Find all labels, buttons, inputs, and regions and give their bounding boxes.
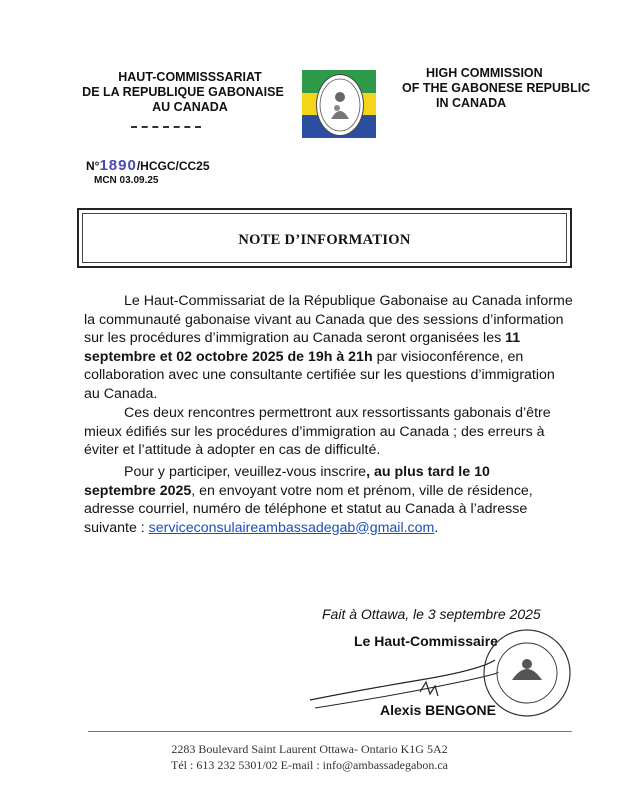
header-left-block [82,70,290,115]
ref-number-stamp: 1890 [99,157,137,174]
p3-line-1 [84,463,566,482]
p2-line-1: Ces deux rencontres permettront aux ressortissants gabonais d’être [124,405,551,421]
mcn-code: MCN 03.09.25 [94,175,159,186]
p3-line-4-end: . [434,519,439,536]
header-left-line-3: AU CANADA [152,100,228,114]
email-link[interactable]: serviceconsulaireambassadegab@gmail.com [148,519,435,536]
ref-suffix: /HCGC/CC25 [136,159,210,173]
p3-line-1-text: Pour y participer, veuillez-vous inscrire [124,464,367,480]
paragraph-1 [84,292,573,403]
reference-number [86,157,210,174]
header-divider [131,126,201,128]
p3-line-2-bold: septembre 2025 [84,482,192,499]
p1-line-6: au Canada. [84,385,158,402]
p1-line-3-text: sur les procédures d’immigration au Canada seront organisées les [84,330,506,346]
header-right-line-1: HIGH COMMISSION [426,66,543,80]
header-right-line-3: IN CANADA [436,96,507,110]
header-left-line-2: DE LA REPUBLIQUE GABONAISE [82,85,284,99]
header-right-block [402,66,602,111]
signature-date-line: Fait à Ottawa, le 3 septembre 2025 [322,606,541,622]
p3-line-4-text: suivante : [84,519,149,536]
p1-line-1: Le Haut-Commissariat de la République Gabonaise au Canada informe [124,293,573,309]
p1-line-3-bold: 11 [505,330,521,346]
p1-line-4-bold: septembre et 02 octobre 2025 de 19h à 21h [84,348,373,365]
paragraph-3 [84,463,566,537]
p1-line-4-text: par visioconférence, en [372,348,524,365]
header-right-line-2: OF THE GABONESE REPUBLIC [402,81,591,95]
footer-address: 2283 Boulevard Saint Laurent Ottawa- Ontario K1G 5A2 [171,742,448,756]
p1-line-5: collaboration avec une consultante certifiée sur les questions d’immigration [84,367,555,383]
signatory-title: Le Haut-Commissaire [354,633,498,649]
p1-line-2: la communauté gabonaise vivant au Canada que des sessions d’information [84,311,564,328]
gabon-emblem-logo [302,70,376,138]
p1-line-3 [84,329,566,348]
seal-figure-icon [317,75,363,135]
document-title: NOTE D’INFORMATION [238,232,411,248]
ref-prefix: N° [86,159,100,173]
p3-line-3: adresse courriel, numéro de téléphone et statut au Canada à l’adresse [84,501,528,517]
p3-line-2 [84,482,566,501]
p2-line-3: éviter et l’attitude à adopter en cas de difficulté. [84,442,381,458]
p3-line-1-bold: , au plus tard le 10 [366,464,490,480]
p3-line-2-text: , en envoyant votre nom et prénom, ville de résidence, [191,482,533,499]
footer-contact: Tél : 613 232 5301/02 E-mail : info@ambassadegabon.ca [171,758,448,772]
paragraph-2 [84,404,566,460]
p1-line-4 [84,348,566,367]
footer-divider [88,731,572,732]
header-left-line-1: HAUT-COMMISSSARIAT [118,70,262,84]
p2-line-2: mieux édifiés sur les procédures d’immigration au Canada ; des erreurs à [84,423,545,440]
signatory-name: Alexis BENGONE [380,702,496,718]
p3-line-4 [84,519,566,538]
